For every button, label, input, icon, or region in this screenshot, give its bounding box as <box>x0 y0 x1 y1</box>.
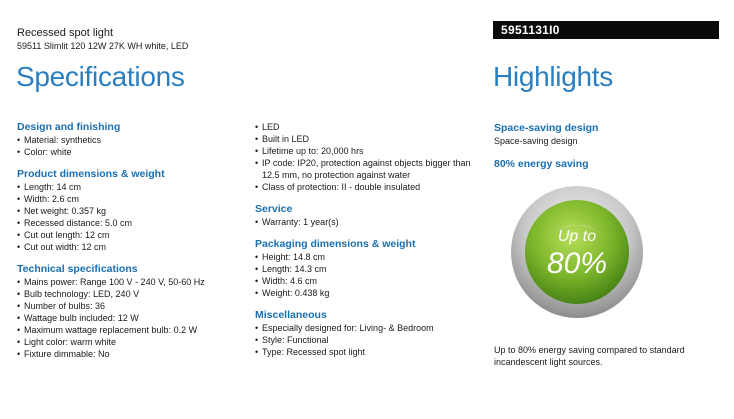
list-item: • Warranty: 1 year(s) <box>255 216 480 228</box>
highlight-space-saving-text: Space-saving design <box>494 136 578 146</box>
list-item: • Cut out width: 12 cm <box>17 241 242 253</box>
list-item: • Material: synthetics <box>17 134 242 146</box>
highlight-space-saving <box>494 122 719 147</box>
product-model: 59511 Slimlit 120 12W 27K WH white, LED <box>17 41 189 51</box>
list-item: • Light color: warm white <box>17 336 242 348</box>
packaging-section-title: Packaging dimensions & weight <box>255 238 416 250</box>
service-section-title: Service <box>255 203 293 215</box>
packaging-list <box>255 251 480 299</box>
product-type: Recessed spot light <box>17 27 113 39</box>
badge-line-2: 80% <box>546 247 608 280</box>
list-item: • Mains power: Range 100 V - 240 V, 50-60 Hz <box>17 276 242 288</box>
technical-section-title: Technical specifications <box>17 263 138 275</box>
highlight-energy <box>494 158 719 171</box>
highlight-energy-description: Up to 80% energy saving compared to standard incandescent light sources. <box>494 345 685 367</box>
miscellaneous-section-title: Miscellaneous <box>255 309 327 321</box>
miscellaneous-list <box>255 322 480 358</box>
list-item: • Style: Functional <box>255 334 480 346</box>
specifications-column-1 <box>17 121 242 370</box>
list-item: • Width: 4.6 cm <box>255 275 480 287</box>
technical-list <box>17 276 242 360</box>
list-item: • Wattage bulb included: 12 W <box>17 312 242 324</box>
design-section-title: Design and finishing <box>17 121 121 133</box>
product-dimensions-list <box>17 181 242 253</box>
list-item: • Especially designed for: Living- & Bedroom <box>255 322 480 334</box>
list-item: • Maximum wattage replacement bulb: 0.2 W <box>17 324 242 336</box>
specifications-column-2 <box>255 121 480 368</box>
technical-continued-list <box>255 121 480 193</box>
product-dimensions-section-title: Product dimensions & weight <box>17 168 165 180</box>
list-item: • Recessed distance: 5.0 cm <box>17 217 242 229</box>
badge-line-1: Up to <box>557 228 597 245</box>
list-item: • Fixture dimmable: No <box>17 348 242 360</box>
highlights-title: Highlights <box>493 61 613 92</box>
list-item: • Lifetime up to: 20,000 hrs <box>255 145 480 157</box>
list-item: • LED <box>255 121 480 133</box>
product-code-badge: 5951131I0 <box>493 21 719 39</box>
list-item: • Weight: 0.438 kg <box>255 287 480 299</box>
list-item: • Built in LED <box>255 133 480 145</box>
list-item: • Type: Recessed spot light <box>255 346 480 358</box>
list-item: • Bulb technology: LED, 240 V <box>17 288 242 300</box>
list-item: • IP code: IP20, protection against objects bigger than 12.5 mm, no protection against water <box>255 157 480 181</box>
highlight-energy-title: 80% energy saving <box>494 158 589 170</box>
energy-saving-badge <box>508 183 646 321</box>
list-item: • Width: 2.6 cm <box>17 193 242 205</box>
list-item: • Height: 14.8 cm <box>255 251 480 263</box>
list-item: • Class of protection: II - double insulated <box>255 181 480 193</box>
list-item: • Length: 14.3 cm <box>255 263 480 275</box>
design-list <box>17 134 242 158</box>
service-list <box>255 216 480 228</box>
list-item: • Cut out length: 12 cm <box>17 229 242 241</box>
highlight-space-saving-title: Space-saving design <box>494 122 599 134</box>
energy-saving-badge-icon <box>508 183 646 321</box>
list-item: • Number of bulbs: 36 <box>17 300 242 312</box>
list-item: • Net weight: 0.357 kg <box>17 205 242 217</box>
specifications-title: Specifications <box>16 61 185 92</box>
list-item: • Length: 14 cm <box>17 181 242 193</box>
list-item: • Color: white <box>17 146 242 158</box>
